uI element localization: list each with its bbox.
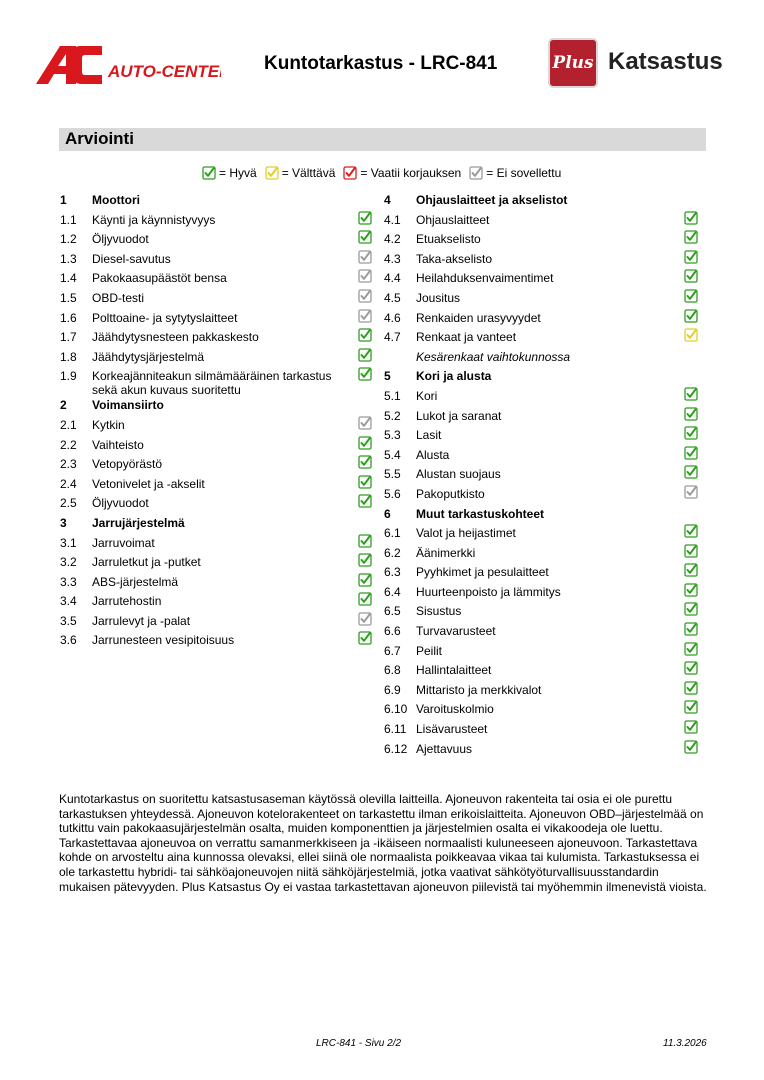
auto-center-wordmark: AUTO-CENTER: [108, 62, 221, 81]
item-number: 4.3: [384, 251, 401, 266]
item-number: 1.7: [60, 330, 77, 345]
status-legend: [202, 166, 569, 180]
inspection-row: [60, 493, 372, 513]
plus-katsastus-logo: [548, 38, 728, 88]
status-fair-icon: [265, 166, 279, 180]
item-number: 4.1: [384, 212, 401, 227]
category-header: [60, 190, 372, 210]
legend-item-fair: [265, 166, 336, 180]
status-good-icon: [684, 563, 698, 577]
item-number: 6.8: [384, 663, 401, 678]
item-label: Alusta: [416, 447, 450, 462]
inspection-row: [384, 699, 698, 719]
status-good-icon: [358, 436, 372, 450]
inspection-row: [384, 523, 698, 543]
inspection-row: [384, 719, 698, 739]
footer-date: 11.3.2026: [663, 1038, 707, 1049]
item-label: Äänimerkki: [416, 545, 476, 560]
inspection-row: [60, 474, 372, 494]
item-number: 2: [60, 398, 67, 413]
status-good-icon: [358, 328, 372, 342]
status-good-icon: [358, 475, 372, 489]
inspection-row: [60, 308, 372, 328]
category-header: [384, 190, 698, 210]
status-good-icon: [684, 681, 698, 695]
item-number: 1.6: [60, 310, 77, 325]
inspection-note: [384, 347, 698, 367]
status-good-icon: [684, 269, 698, 283]
item-number: 2.5: [60, 496, 77, 511]
inspection-row: [60, 288, 372, 308]
item-number: 6.2: [384, 545, 401, 560]
status-good-icon: [684, 465, 698, 479]
item-label: Ohjauslaitteet ja akselistot: [416, 193, 568, 207]
status-na-icon: [358, 289, 372, 303]
item-number: 5.5: [384, 467, 401, 482]
inspection-row: [60, 533, 372, 553]
inspection-row: [60, 347, 372, 367]
item-label: Kesärenkaat vaihtokunnossa: [416, 349, 571, 364]
item-number: 1.9: [60, 369, 77, 384]
item-number: 5.1: [384, 388, 401, 403]
inspection-row: [384, 660, 698, 680]
inspection-row: [384, 406, 698, 426]
status-good-icon: [684, 740, 698, 754]
category-header: [60, 513, 372, 533]
item-label: Vetonivelet ja -akselit: [92, 476, 205, 491]
item-number: 2.2: [60, 437, 77, 452]
item-label: Muut tarkastuskohteet: [416, 506, 545, 521]
inspection-row: [384, 680, 698, 700]
inspection-row: [60, 435, 372, 455]
item-label: Varoituskolmio: [416, 702, 494, 717]
inspection-row: [384, 327, 698, 347]
section-title: Arviointi: [65, 129, 134, 148]
item-number: 1: [60, 193, 67, 207]
status-na-icon: [358, 269, 372, 283]
status-good-icon: [358, 230, 372, 244]
item-label: Turvavarusteet: [416, 624, 496, 639]
status-good-icon: [684, 387, 698, 401]
item-number: 3: [60, 515, 67, 530]
item-label: Jarrulevyt ja -palat: [92, 613, 191, 628]
inspection-row: [384, 582, 698, 602]
item-number: 5: [384, 369, 391, 384]
item-label: Jarrujärjestelmä: [92, 515, 185, 530]
item-label: Diesel-savutus: [92, 251, 171, 266]
inspection-row: [384, 308, 698, 328]
inspection-row: [384, 425, 698, 445]
inspection-row: [60, 572, 372, 592]
inspection-row: [384, 641, 698, 661]
status-good-icon: [358, 592, 372, 606]
item-label: Jäähdytysjärjestelmä: [92, 349, 205, 364]
item-number: 2.3: [60, 457, 77, 472]
status-na-icon: [469, 166, 483, 180]
status-good-icon: [684, 446, 698, 460]
page-title: Kuntotarkastus - LRC-841: [264, 53, 498, 74]
item-number: 3.4: [60, 594, 77, 609]
item-number: 6.4: [384, 584, 401, 599]
inspection-row: [60, 210, 372, 230]
item-number: 4: [384, 193, 391, 207]
item-label: Käynti ja käynnistyvyys: [92, 212, 216, 227]
category-header: [384, 504, 698, 524]
status-good-icon: [684, 602, 698, 616]
katsastus-wordmark: Katsastus: [608, 48, 723, 75]
item-number: 3.1: [60, 535, 77, 550]
inspection-row: [384, 229, 698, 249]
plus-badge: Plus: [548, 38, 598, 88]
item-number: 5.2: [384, 408, 401, 423]
item-label: Pyyhkimet ja pesulaitteet: [416, 565, 549, 580]
item-number: 6.3: [384, 565, 401, 580]
status-good-icon: [202, 166, 216, 180]
inspection-row: [60, 611, 372, 631]
item-label: Pakoputkisto: [416, 486, 485, 501]
status-good-icon: [358, 573, 372, 587]
item-label: Sisustus: [416, 604, 462, 619]
inspection-list-right: [384, 190, 698, 758]
item-label: Kori: [416, 388, 438, 403]
item-label: Hallintalaitteet: [416, 663, 492, 678]
item-label: Renkaiden urasyvyydet: [416, 310, 541, 325]
status-good-icon: [358, 348, 372, 362]
item-label: Lasit: [416, 428, 442, 443]
item-number: 6.9: [384, 682, 401, 697]
category-header: [60, 395, 372, 415]
item-label: Lisävarusteet: [416, 722, 488, 737]
status-good-icon: [684, 583, 698, 597]
inspection-row: [384, 268, 698, 288]
legend-item-good: [202, 166, 257, 180]
item-number: 1.1: [60, 212, 77, 227]
item-number: 5.4: [384, 447, 401, 462]
inspection-row: [60, 630, 372, 650]
item-label: Polttoaine- ja sytytyslaitteet: [92, 310, 238, 325]
item-label: Alustan suojaus: [416, 467, 501, 482]
inspection-row: [384, 386, 698, 406]
status-good-icon: [684, 642, 698, 656]
status-na-icon: [358, 416, 372, 430]
item-label: Ohjauslaitteet: [416, 212, 490, 227]
item-number: 4.6: [384, 310, 401, 325]
inspection-row: [384, 601, 698, 621]
item-label: Mittaristo ja merkkivalot: [416, 682, 542, 697]
status-good-icon: [684, 426, 698, 440]
status-good-icon: [358, 494, 372, 508]
item-label: Huurteenpoisto ja lämmitys: [416, 584, 561, 599]
item-label: Jarrunesteen vesipitoisuus: [92, 633, 235, 648]
page-footer: LRC-841 - Sivu 2/2: [316, 1038, 402, 1049]
status-good-icon: [684, 661, 698, 675]
status-good-icon: [684, 289, 698, 303]
item-label: Kori ja alusta: [416, 369, 492, 384]
inspection-list-left: [60, 190, 372, 650]
status-good-icon: [684, 250, 698, 264]
legend-label: = Vaatii korjauksen: [360, 166, 462, 180]
item-number: 6.1: [384, 526, 401, 541]
inspection-row: [60, 229, 372, 249]
item-label: Valot ja heijastimet: [416, 526, 516, 541]
item-number: 5.6: [384, 486, 401, 501]
inspection-row: [384, 464, 698, 484]
item-label: Jarrutehostin: [92, 594, 162, 609]
item-label: Jäähdytysnesteen pakkaskesto: [92, 330, 259, 345]
item-number: 6: [384, 506, 391, 521]
status-good-icon: [684, 407, 698, 421]
item-label: Voimansiirto: [92, 398, 164, 413]
status-good-icon: [684, 544, 698, 558]
inspection-row: [60, 268, 372, 288]
item-number: 3.3: [60, 574, 77, 589]
item-label: Heilahduksenvaimentimet: [416, 271, 554, 286]
item-label: Öljyvuodot: [92, 232, 149, 247]
item-number: 1.2: [60, 232, 77, 247]
legend-label: = Hyvä: [219, 166, 257, 180]
status-good-icon: [358, 455, 372, 469]
status-good-icon: [358, 534, 372, 548]
inspection-row: [384, 249, 698, 269]
legend-label: = Välttävä: [281, 166, 336, 180]
item-number: 6.5: [384, 604, 401, 619]
item-number: 5.3: [384, 428, 401, 443]
status-good-icon: [358, 211, 372, 225]
item-number: 3.2: [60, 555, 77, 570]
item-label: ABS-järjestelmä: [92, 574, 179, 589]
inspection-row: [384, 484, 698, 504]
status-good-icon: [358, 367, 372, 381]
status-good-icon: [358, 553, 372, 567]
inspection-row: [60, 249, 372, 269]
status-na-icon: [358, 612, 372, 626]
status-good-icon: [684, 622, 698, 636]
status-na-icon: [684, 485, 698, 499]
status-bad-icon: [343, 166, 357, 180]
status-good-icon: [358, 631, 372, 645]
item-number: 1.3: [60, 251, 77, 266]
item-label: Jousitus: [416, 290, 461, 305]
item-number: 4.5: [384, 290, 401, 305]
item-number: 6.7: [384, 643, 401, 658]
item-number: 6.11: [384, 722, 407, 737]
item-label: Etuakselisto: [416, 232, 481, 247]
inspection-row: [60, 366, 372, 398]
item-number: 1.4: [60, 271, 77, 286]
inspection-row: [60, 454, 372, 474]
status-good-icon: [684, 230, 698, 244]
inspection-row: [384, 288, 698, 308]
item-label: Jarruletkut ja -putket: [92, 555, 201, 570]
status-na-icon: [358, 309, 372, 323]
item-label: Kytkin: [92, 417, 125, 432]
item-number: 2.4: [60, 476, 77, 491]
item-label: Lukot ja saranat: [416, 408, 502, 423]
item-label: Renkaat ja vanteet: [416, 330, 517, 345]
status-good-icon: [684, 700, 698, 714]
item-number: 6.12: [384, 741, 408, 756]
category-header: [384, 366, 698, 386]
item-number: 6.10: [384, 702, 408, 717]
status-good-icon: [684, 309, 698, 323]
status-na-icon: [358, 250, 372, 264]
item-label: Taka-akselisto: [416, 251, 493, 266]
item-number: 4.4: [384, 271, 401, 286]
section-header: [59, 128, 706, 151]
legend-item-na: [469, 166, 561, 180]
status-fair-icon: [684, 328, 698, 342]
inspection-row: [384, 210, 698, 230]
item-number: 1.8: [60, 349, 77, 364]
legend-item-bad: [343, 166, 461, 180]
inspection-row: [384, 543, 698, 563]
inspection-row: [384, 621, 698, 641]
inspection-row: [60, 591, 372, 611]
item-label: Pakokaasupäästöt bensa: [92, 271, 227, 286]
item-number: 4.2: [384, 232, 401, 247]
status-good-icon: [684, 720, 698, 734]
legend-label: = Ei sovellettu: [486, 166, 562, 180]
item-label: Öljyvuodot: [92, 496, 149, 511]
item-number: 3.6: [60, 633, 77, 648]
item-label: Vetopyörästö: [92, 457, 163, 472]
item-label: Moottori: [92, 193, 140, 207]
inspection-row: [384, 739, 698, 759]
disclaimer-text: Kuntotarkastus on suoritettu katsastusaseman käytössä olevilla laitteilla. Ajoneuvon rakenteita tai osia ei ole purettu tarkastuksen yhteydessä. Ajoneuvon kotelorakenteet on tarkastettu ilman erikoislaitteita. Ajoneuvon OBD–järjestelmää on tutkittu vain pakokaasujärjestelmän osalta, muiden komponenttien ja järjestelmien osalta ei vikakoodeja ole luettu. Tarkastettavaa ajoneuvoa on verrattu samanmerkkiseen ja -ikäiseen normaalisti kuluneeseen ajoneuvoon. Tarkastettava kohde on arvosteltu aina kunnossa olevaksi, ellei siinä ole normaalista poikkeavaa vikaa tai kulumista. Tarkastuksessa ei ole tarkastettu hybridi- tai sähköajoneuvojen niitä sähköjärjestelmiä, jotka vaativat sähkötyöturvallisuusstandardin mukaisen pätevyyden. Plus Katsastus Oy ei vastaa tarkastettavan ajoneuvon piilevistä tai myöhemmin ilmenevistä vioista.: [59, 792, 707, 894]
item-number: 4.7: [384, 330, 401, 345]
item-label: Vaihteisto: [92, 437, 144, 452]
item-label: OBD-testi: [92, 290, 145, 305]
inspection-row: [384, 445, 698, 465]
auto-center-logo: [36, 44, 221, 86]
item-label: Korkeajänniteakun silmämääräinen tarkastus sekä akun kuvaus suoritettu: [92, 369, 332, 398]
item-label: Ajettavuus: [416, 741, 473, 756]
item-number: 6.6: [384, 624, 401, 639]
status-good-icon: [684, 524, 698, 538]
item-label: Peilit: [416, 643, 443, 658]
item-label: Jarruvoimat: [92, 535, 155, 550]
item-number: 1.5: [60, 290, 77, 305]
item-number: 3.5: [60, 613, 77, 628]
inspection-row: [60, 552, 372, 572]
inspection-row: [60, 415, 372, 435]
inspection-row: [60, 327, 372, 347]
item-number: 2.1: [60, 417, 77, 432]
status-good-icon: [684, 211, 698, 225]
inspection-row: [384, 562, 698, 582]
